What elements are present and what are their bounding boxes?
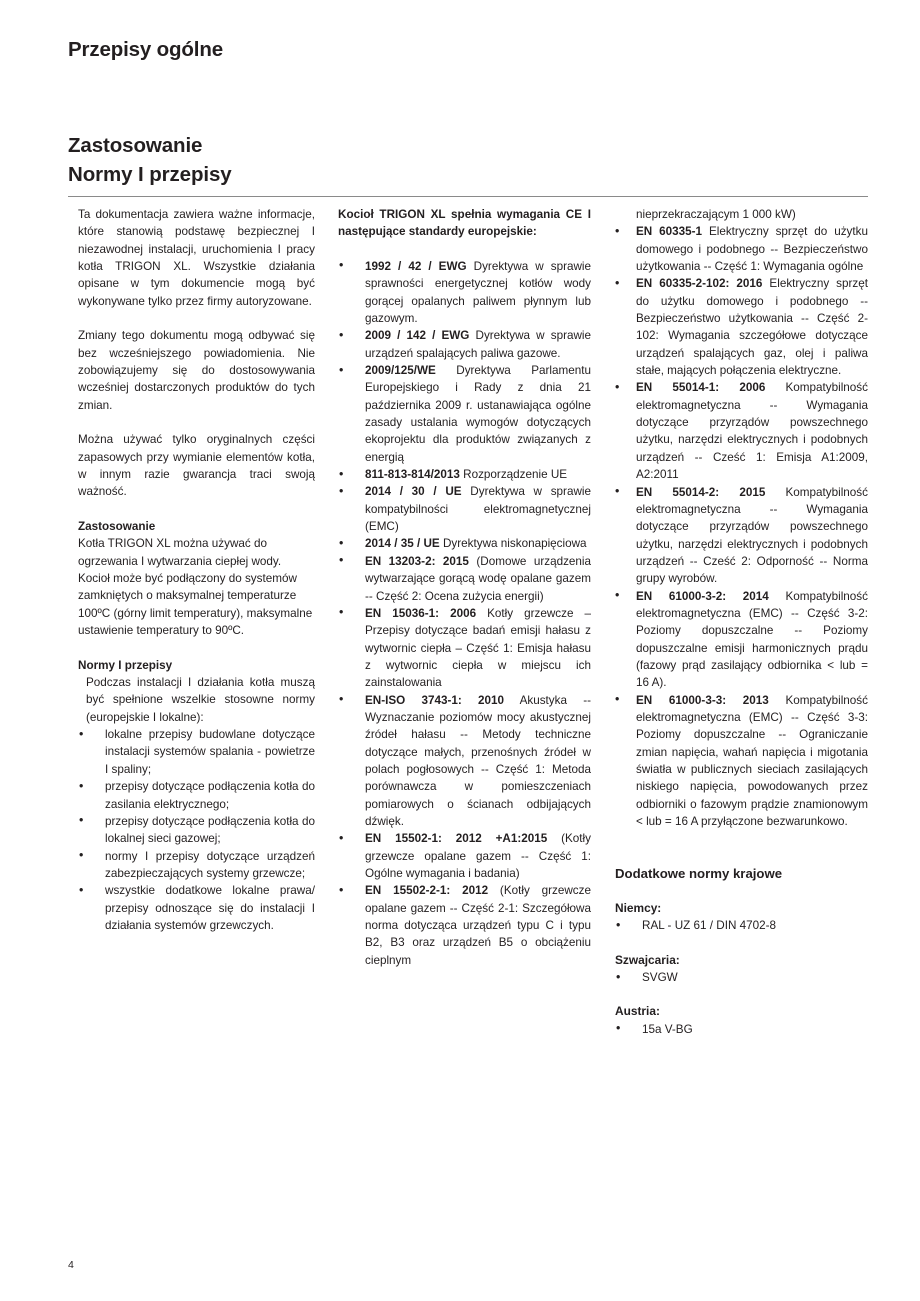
standard-item bbox=[615, 484, 868, 588]
running-head: Przepisy ogólne bbox=[68, 38, 223, 61]
zastosowanie-body: Kotła TRIGON XL można używać do ogrzewania I wytwarzania ciepłej wody. Kocioł może być podłączony do systemów zamkniętych o maksymalnej temperaturze 100ºC (górny limit temperatury), maksymalne ustawienie temperatury to 90ºC. bbox=[78, 537, 313, 638]
standard-text: Kompatybilność elektromagnetyczna -- Wymagania dotyczące przyrządów powszechnego użytku, narzędzi elektrycznych i podobnych urządzeń -- Cześć 2: Odporność -- Norma grupy wyrobów. bbox=[636, 485, 868, 586]
standard-text: (Kotły grzewcze opalane gazem -- Część 1: Ogólne wymagania i badania) bbox=[365, 832, 591, 881]
column-middle bbox=[338, 206, 591, 969]
list-item: • przepisy dotyczące podłączenia kotła do lokalnej sieci gazowej; bbox=[78, 813, 315, 848]
standard-text: Kotły grzewcze – Przepisy dotyczące badań emisji hałasu z wytwornic ciepła – Część 1: Emisja hałasu z wytwornic ciepła w miejscu ich zainstalowania bbox=[365, 606, 592, 690]
standard-item bbox=[615, 588, 868, 692]
standard-code: EN 60335-1 bbox=[636, 225, 703, 239]
standard-text: Dyrektywa w sprawie kompatybilności elektromagnetycznej (EMC) bbox=[365, 485, 591, 534]
spacer bbox=[615, 830, 868, 847]
list-item: • RAL - UZ 61 / DIN 4702-8 bbox=[615, 917, 868, 934]
standard-text: Kompatybilność elektromagnetyczna -- Wymagania dotyczące przyrządów powszechnego użytku, narzędzi elektrycznych i podobnych urządzeń -- Cześć 1: Emisja A1:2009, A2:2011 bbox=[636, 381, 868, 482]
standard-text: Dyrektywa Parlamentu Europejskiego i Rady z dnia 21 października 2009 r. ustanawiająca ogólne zasady ustalania wymogów dotyczących ekoprojektu dla produktów związanych z energią bbox=[365, 364, 591, 464]
standard-item bbox=[338, 483, 591, 535]
spacer bbox=[338, 241, 591, 258]
standard-code: EN 15502-1: 2012 +A1:2015 bbox=[365, 832, 548, 846]
list-item: • przepisy dotyczące podłączenia kotła do zasilania elektrycznego; bbox=[78, 778, 315, 813]
normy-body: Podczas instalacji I działania kotła muszą być spełnione wszelkie stosowne normy (europejskie I lokalne): bbox=[86, 676, 315, 724]
standard-item bbox=[338, 882, 591, 969]
country-list-germany bbox=[615, 917, 868, 934]
standard-text: Dyrektywa w sprawie urządzeń spalających paliwa gazowe. bbox=[365, 329, 591, 360]
standard-text: Kompatybilność elektromagnetyczna (EMC) -- Część 3-2: Poziomy dopuszczalne -- Poziomy dopuszczalne emisji harmonicznych prądu (fazowy prąd zasilający odbiornika < lub = 16 A). bbox=[636, 589, 868, 690]
standard-code: EN 55014-1: 2006 bbox=[636, 381, 766, 395]
standard-text: Akustyka -- Wyznaczanie poziomów mocy akustycznej źródeł hałasu -- Metody techniczne dotyczące małych, przenośnych źródeł w polach pogłosowych -- Część 1: Metoda porównawcza w pomieszczeniach pomiarowych o ścianach odbijających dźwięk. bbox=[365, 693, 591, 828]
standard-text: Elektryczny sprzęt do użytku domowego i podobnego -- Bezpieczeństwo użytkowania -- Część 2-102: Wymagania szczegółowe dotyczące urządzeń spalających gaz, olej i paliwa stałe, mających połączenia elektryczne. bbox=[636, 277, 868, 378]
country-heading-germany: Niemcy: bbox=[615, 900, 662, 915]
list-item: • 15a V-BG bbox=[615, 1021, 868, 1038]
standard-continuation-text: nieprzekraczającym 1 000 kW) bbox=[636, 208, 796, 221]
european-standards-list bbox=[338, 258, 591, 969]
standard-item bbox=[338, 466, 591, 483]
list-item: • wszystkie dodatkowe lokalne prawa/ przepisy odnoszące się do instalacji I działania systemów grzewczych. bbox=[78, 882, 315, 934]
standard-item bbox=[615, 692, 868, 831]
heading-normy-i-przepisy: Normy I przepisy bbox=[78, 658, 173, 672]
standard-text: Elektryczny sprzęt do użytku domowego i podobnego -- Bezpieczeństwo użytkowania -- Część 1: Wymagania ogólne bbox=[636, 225, 868, 274]
national-standards-section bbox=[615, 865, 868, 1038]
standard-code: 1992 / 42 / EWG bbox=[365, 259, 467, 273]
country-heading-austria: Austria: bbox=[615, 1004, 660, 1019]
spacer bbox=[615, 848, 868, 865]
standard-text: Dyrektywa niskonapięciowa bbox=[442, 537, 587, 551]
title-divider bbox=[68, 196, 868, 197]
standard-item bbox=[338, 830, 591, 882]
standard-item bbox=[338, 692, 591, 831]
normy-list bbox=[78, 726, 315, 934]
three-column-body bbox=[0, 206, 920, 1266]
page-title-line-1: Zastosowanie bbox=[68, 134, 203, 157]
standard-item bbox=[615, 223, 868, 275]
standard-text: (Kotły grzewcze opalane gazem -- Część 2-1: Szczegółowa norma dotycząca urządzeń typu C i typu B2, B3 oraz urządzeń B5 o obciążeniu cieplnym bbox=[365, 884, 591, 967]
list-item: • SVGW bbox=[615, 969, 868, 986]
standard-item bbox=[338, 553, 591, 605]
standard-code: 2014 / 30 / UE bbox=[365, 485, 462, 499]
standard-code: EN-ISO 3743-1: 2010 bbox=[365, 693, 504, 707]
intro-paragraph-1: Ta dokumentacja zawiera ważne informacje, które stanowią podstawę bezpiecznej I niezawodnej instalacji, uruchomienia I pracy kotła TRIGON XL. Wszystkie działania opisane w tym dokumencie mogą być wykonywane tylko przez firmy autoryzowane. bbox=[78, 208, 315, 308]
standard-code: EN 55014-2: 2015 bbox=[636, 485, 766, 499]
european-standards-list-continued bbox=[615, 223, 868, 830]
standard-item bbox=[615, 379, 868, 483]
standard-code: 2009/125/WE bbox=[365, 364, 436, 378]
standard-code: 2009 / 142 / EWG bbox=[365, 329, 470, 343]
standard-code: EN 60335-2-102: 2016 bbox=[636, 277, 763, 291]
country-list-switzerland bbox=[615, 969, 868, 986]
standard-text: Rozporządzenie UE bbox=[463, 468, 568, 482]
country-list-austria bbox=[615, 1021, 868, 1038]
standard-item bbox=[338, 605, 591, 692]
country-heading-switzerland: Szwajcaria: bbox=[615, 952, 680, 967]
list-item: • normy I przepisy dotyczące urządzeń zabezpieczających systemy grzewcze; bbox=[78, 848, 315, 883]
page-title bbox=[68, 131, 868, 189]
standard-item bbox=[338, 327, 591, 362]
column-right bbox=[615, 206, 868, 1055]
intro-paragraph-2: Zmiany tego dokumentu mogą odbywać się bez wcześniejszego powiadomienia. Nie zobowiązujemy się do dostosowywania wcześniej dostarczonych produktów do tych zmian. bbox=[78, 329, 315, 412]
intro-paragraph-3: Można używać tylko oryginalnych części zapasowych przy wymianie elementów kotła, w innym razie gwarancja traci swoją ważność. bbox=[78, 433, 315, 499]
ce-compliance-lead: Kocioł TRIGON XL spełnia wymagania CE I następujące standardy europejskie: bbox=[338, 208, 591, 239]
standard-text: Dyrektywa w sprawie sprawności energetycznej kotłów wody gorącej opalanych paliwem płynnym lub gazowym. bbox=[365, 259, 591, 326]
standard-code: 2014 / 35 / UE bbox=[365, 537, 440, 551]
national-standards-title: Dodatkowe normy krajowe bbox=[615, 865, 783, 881]
standard-code: EN 13203-2: 2015 bbox=[365, 554, 469, 568]
list-item: • lokalne przepisy budowlane dotyczące instalacji systemów spalania - powietrze I spaliny; bbox=[78, 726, 315, 778]
standard-item bbox=[338, 535, 591, 552]
standard-code: EN 15036-1: 2006 bbox=[365, 606, 477, 620]
standard-text: Kompatybilność elektromagnetyczna (EMC) -- Część 3-3: Poziomy dopuszczalne -- Ograniczanie zmian napięcia, wahań napięcia i migotania światła w publicznych sieciach zasilających niskiego napięcia, powodowanych przez odbiorniki o fazowym prądzie znamionowym < lub = 16 A przyłączone bezwarunkowo. bbox=[636, 693, 868, 829]
standard-item bbox=[338, 258, 591, 327]
standard-code: EN 61000-3-2: 2014 bbox=[636, 589, 769, 603]
standard-item bbox=[338, 362, 591, 466]
column-left bbox=[78, 206, 315, 934]
page-number: 4 bbox=[68, 1259, 74, 1271]
standard-code: 811-813-814/2013 bbox=[365, 468, 460, 482]
standard-item bbox=[615, 275, 868, 379]
heading-zastosowanie: Zastosowanie bbox=[78, 520, 156, 534]
page-title-line-2: Normy I przepisy bbox=[68, 163, 232, 186]
standard-code: EN 15502-2-1: 2012 bbox=[365, 884, 489, 898]
standard-text: (Domowe urządzenia wytwarzające gorącą wodę opalane gazem -- Część 2: Ocena zużycia energii) bbox=[365, 554, 592, 603]
standard-code: EN 61000-3-3: 2013 bbox=[636, 693, 769, 707]
